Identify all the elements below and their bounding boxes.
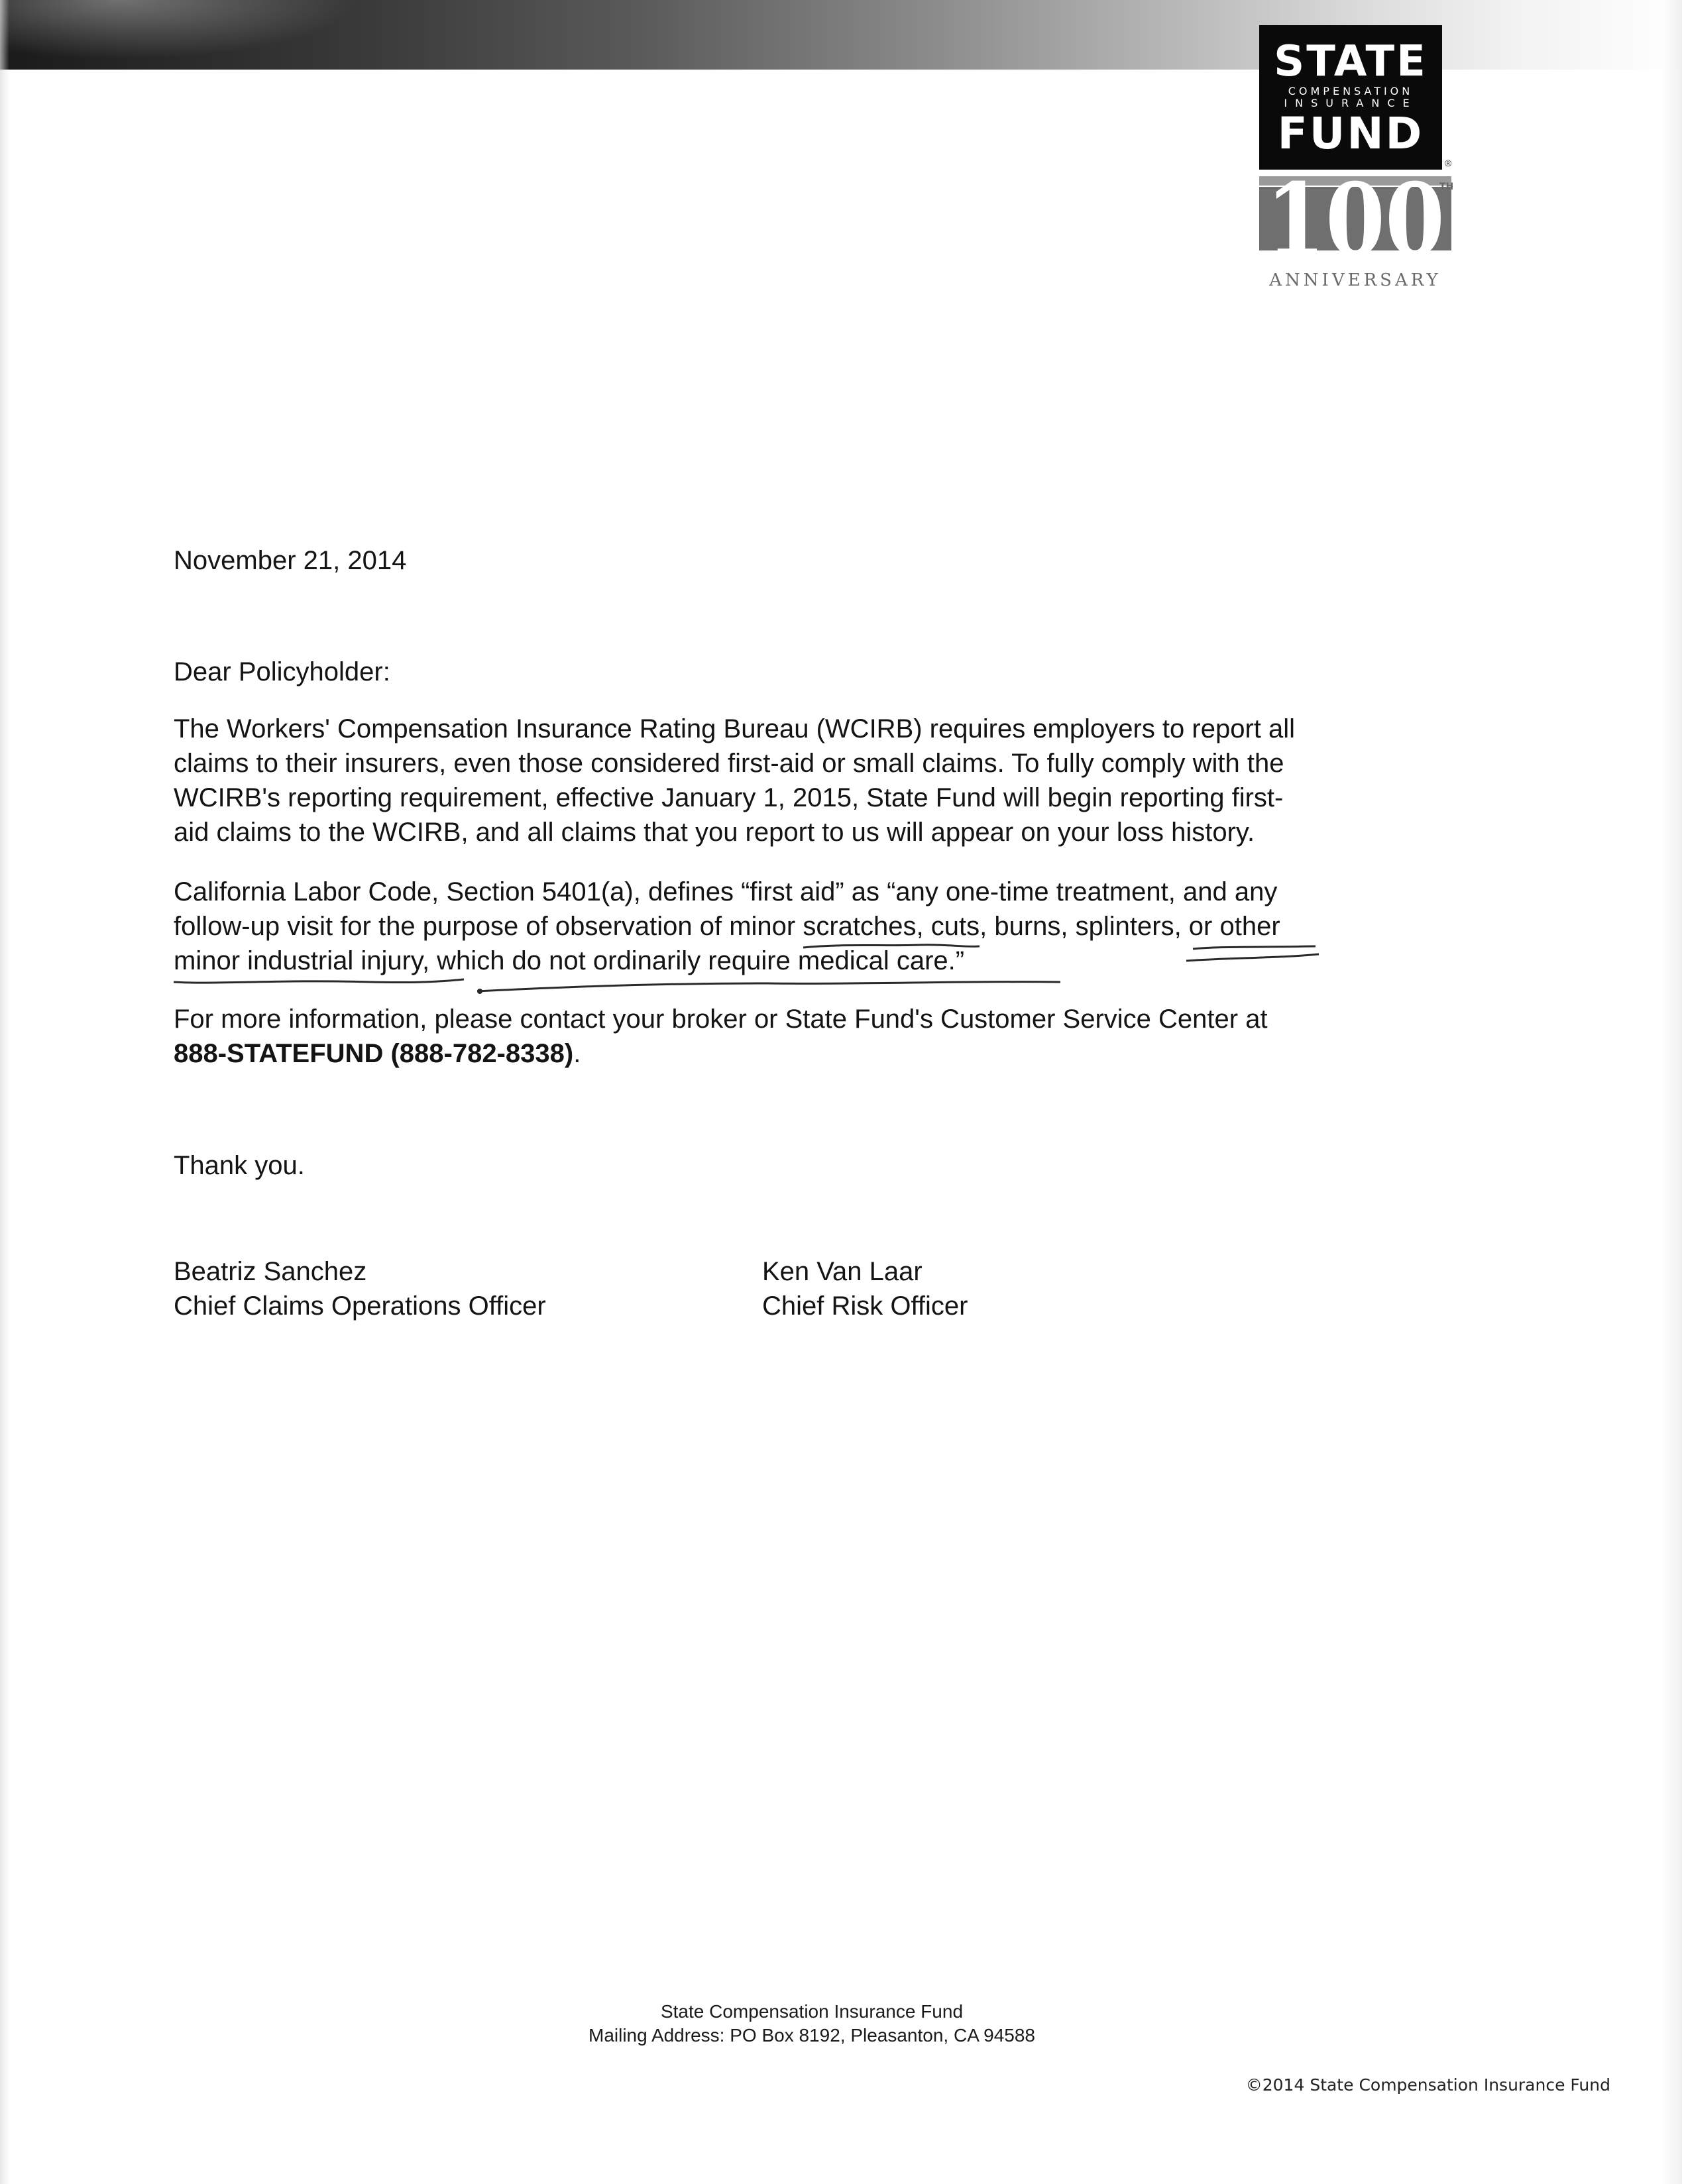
closing: Thank you. (174, 1151, 305, 1180)
scan-edge-left (0, 0, 9, 2184)
paragraph-wcirb-requirement (174, 712, 1295, 849)
signatory-title: Chief Risk Officer (762, 1291, 968, 1321)
paragraph-line: follow-up visit for the purpose of observation of minor scratches, cuts, burns, splinters, or other (174, 912, 1280, 941)
paragraph-line: minor industrial injury, which do not ordinarily require medical care.” (174, 946, 965, 975)
letterhead-swoosh (0, 0, 398, 70)
signatory-name: Beatriz Sanchez (174, 1257, 367, 1286)
paragraph-first-aid-definition (174, 875, 1280, 978)
paragraph-line: WCIRB's reporting requirement, effective January 1, 2015, State Fund will begin reporting first- (174, 783, 1284, 812)
salutation: Dear Policyholder: (174, 657, 390, 686)
footer-organization: State Compensation Insurance Fund (660, 2001, 964, 2022)
logo-compensation-text: COMPENSATION (1288, 85, 1414, 97)
paragraph-line: For more information, please contact your broker or State Fund's Customer Service Center at (174, 1005, 1268, 1034)
paragraph-line: California Labor Code, Section 5401(a), defines “first aid” as “any one-time treatment, and any (174, 877, 1278, 906)
logo-state-text: STATE (1274, 37, 1428, 86)
signatory-block (762, 1254, 968, 1323)
scan-edge-right (1662, 0, 1682, 2184)
paragraph-contact-info (174, 1002, 1268, 1071)
signatory-name: Ken Van Laar (762, 1257, 923, 1286)
footer-mailing-address: Mailing Address: PO Box 8192, Pleasanton, CA 94588 (589, 2025, 1035, 2046)
footer-address-block (464, 2000, 1160, 2048)
phone-line (174, 1036, 1268, 1071)
logo-fund-text: FUND (1277, 108, 1424, 159)
copyright-notice: ©2014 State Compensation Insurance Fund (1245, 2075, 1610, 2095)
customer-service-phone: 888-STATEFUND (888-782-8338) (174, 1039, 574, 1068)
logo-black-box (1259, 25, 1442, 170)
svg-text:100: 100 (1266, 176, 1445, 269)
signatory-title: Chief Claims Operations Officer (174, 1291, 546, 1321)
logo-anniversary-text: ANNIVERSARY (1269, 270, 1441, 290)
paragraph-line: aid claims to the WCIRB, and all claims that you report to us will appear on your loss history. (174, 818, 1255, 847)
logo-insurance-text: INSURANCE (1284, 97, 1418, 109)
signatory-block (174, 1254, 546, 1323)
state-fund-logo (1259, 25, 1465, 290)
logo-th-superscript: TH (1439, 182, 1454, 192)
centennial-100-mark (1259, 176, 1454, 269)
registered-mark: ® (1445, 158, 1452, 168)
paragraph-line: The Workers' Compensation Insurance Rating Bureau (WCIRB) requires employers to report all (174, 714, 1296, 743)
paragraph-line: claims to their insurers, even those considered first-aid or small claims. To fully comply with the (174, 749, 1284, 778)
phone-suffix: . (573, 1039, 581, 1068)
letter-date: November 21, 2014 (174, 546, 407, 575)
